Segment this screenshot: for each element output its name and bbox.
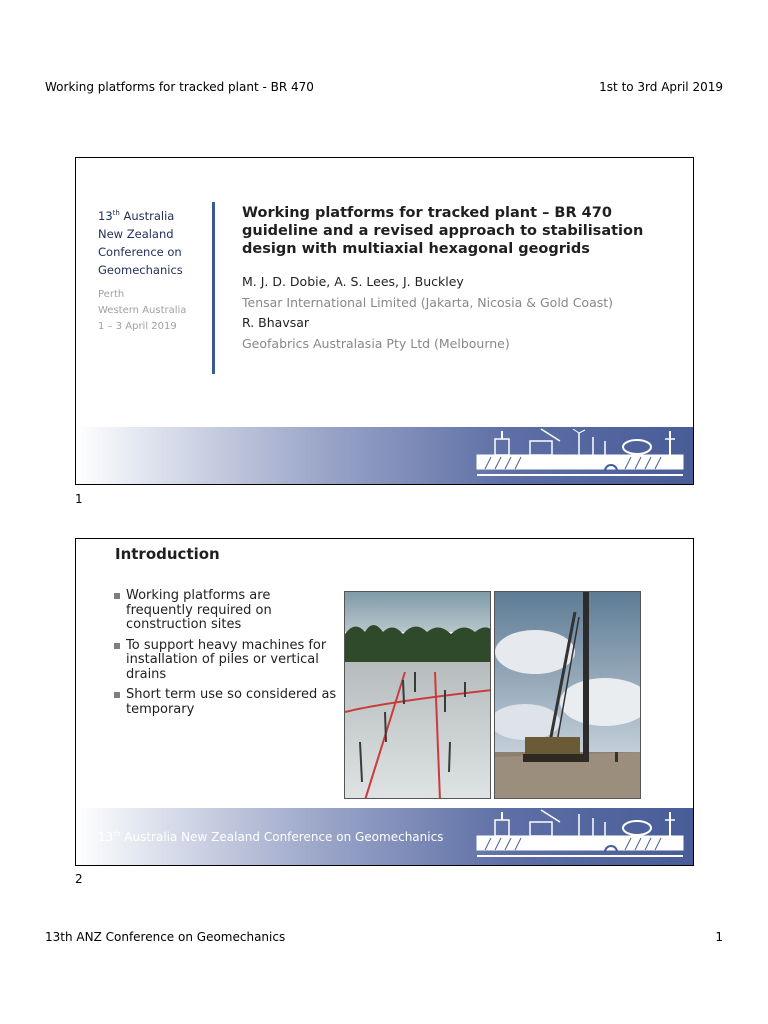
title-block bbox=[242, 204, 682, 354]
bullet-marker-icon bbox=[114, 692, 120, 698]
conference-location bbox=[98, 287, 218, 335]
document-header-title: Working platforms for tracked plant - BR 470 bbox=[45, 80, 314, 94]
bullet-marker-icon bbox=[114, 593, 120, 599]
conference-footer-text: 13th Australia New Zealand Conference on Geomechanics bbox=[98, 830, 444, 844]
list-item: Working platforms are frequently required on construction sites bbox=[114, 589, 339, 633]
vertical-divider bbox=[212, 202, 215, 374]
authors-geofabrics: R. Bhavsar bbox=[242, 315, 310, 330]
slide-footer-band bbox=[76, 427, 693, 484]
document-page-number: 1 bbox=[715, 930, 723, 944]
document-header-date: 1st to 3rd April 2019 bbox=[599, 80, 723, 94]
slide-2 bbox=[75, 538, 694, 866]
location-city: Perth bbox=[98, 288, 125, 300]
affiliation-geofabrics: Geofabrics Australasia Pty Ltd (Melbourne) bbox=[242, 335, 510, 351]
list-item: To support heavy machines for installation of piles or vertical drains bbox=[114, 639, 339, 683]
affiliation-tensar: Tensar International Limited (Jakarta, Nicosia & Gold Coast) bbox=[242, 294, 614, 310]
engineering-skyline-icon bbox=[475, 808, 687, 865]
bullet-marker-icon bbox=[114, 643, 120, 649]
engineering-skyline-icon bbox=[475, 427, 687, 484]
location-dates: 1 – 3 April 2019 bbox=[98, 320, 177, 332]
authors-tensar: M. J. D. Dobie, A. S. Lees, J. Buckley bbox=[242, 274, 464, 289]
slide-1-number: 1 bbox=[75, 492, 83, 506]
list-item: Short term use so considered as temporary bbox=[114, 688, 339, 717]
working-platform-photo bbox=[344, 591, 491, 799]
authors-block bbox=[242, 272, 682, 354]
slide-1 bbox=[75, 157, 694, 485]
piling-rig-photo bbox=[494, 591, 641, 799]
slide-footer-band bbox=[76, 808, 693, 865]
conference-name: 13th Australia New Zealand Conference on Geomechanics bbox=[98, 208, 183, 277]
slide-title: Introduction bbox=[115, 545, 220, 563]
bullet-list bbox=[114, 589, 339, 723]
conference-block bbox=[98, 204, 218, 335]
location-region: Western Australia bbox=[98, 304, 187, 316]
paper-title: Working platforms for tracked plant – BR 470 guideline and a revised approach to stabilisation design with multiaxial hexagonal geogrids bbox=[242, 205, 644, 257]
document-footer-conference: 13th ANZ Conference on Geomechanics bbox=[45, 930, 286, 944]
slide-2-number: 2 bbox=[75, 872, 83, 886]
